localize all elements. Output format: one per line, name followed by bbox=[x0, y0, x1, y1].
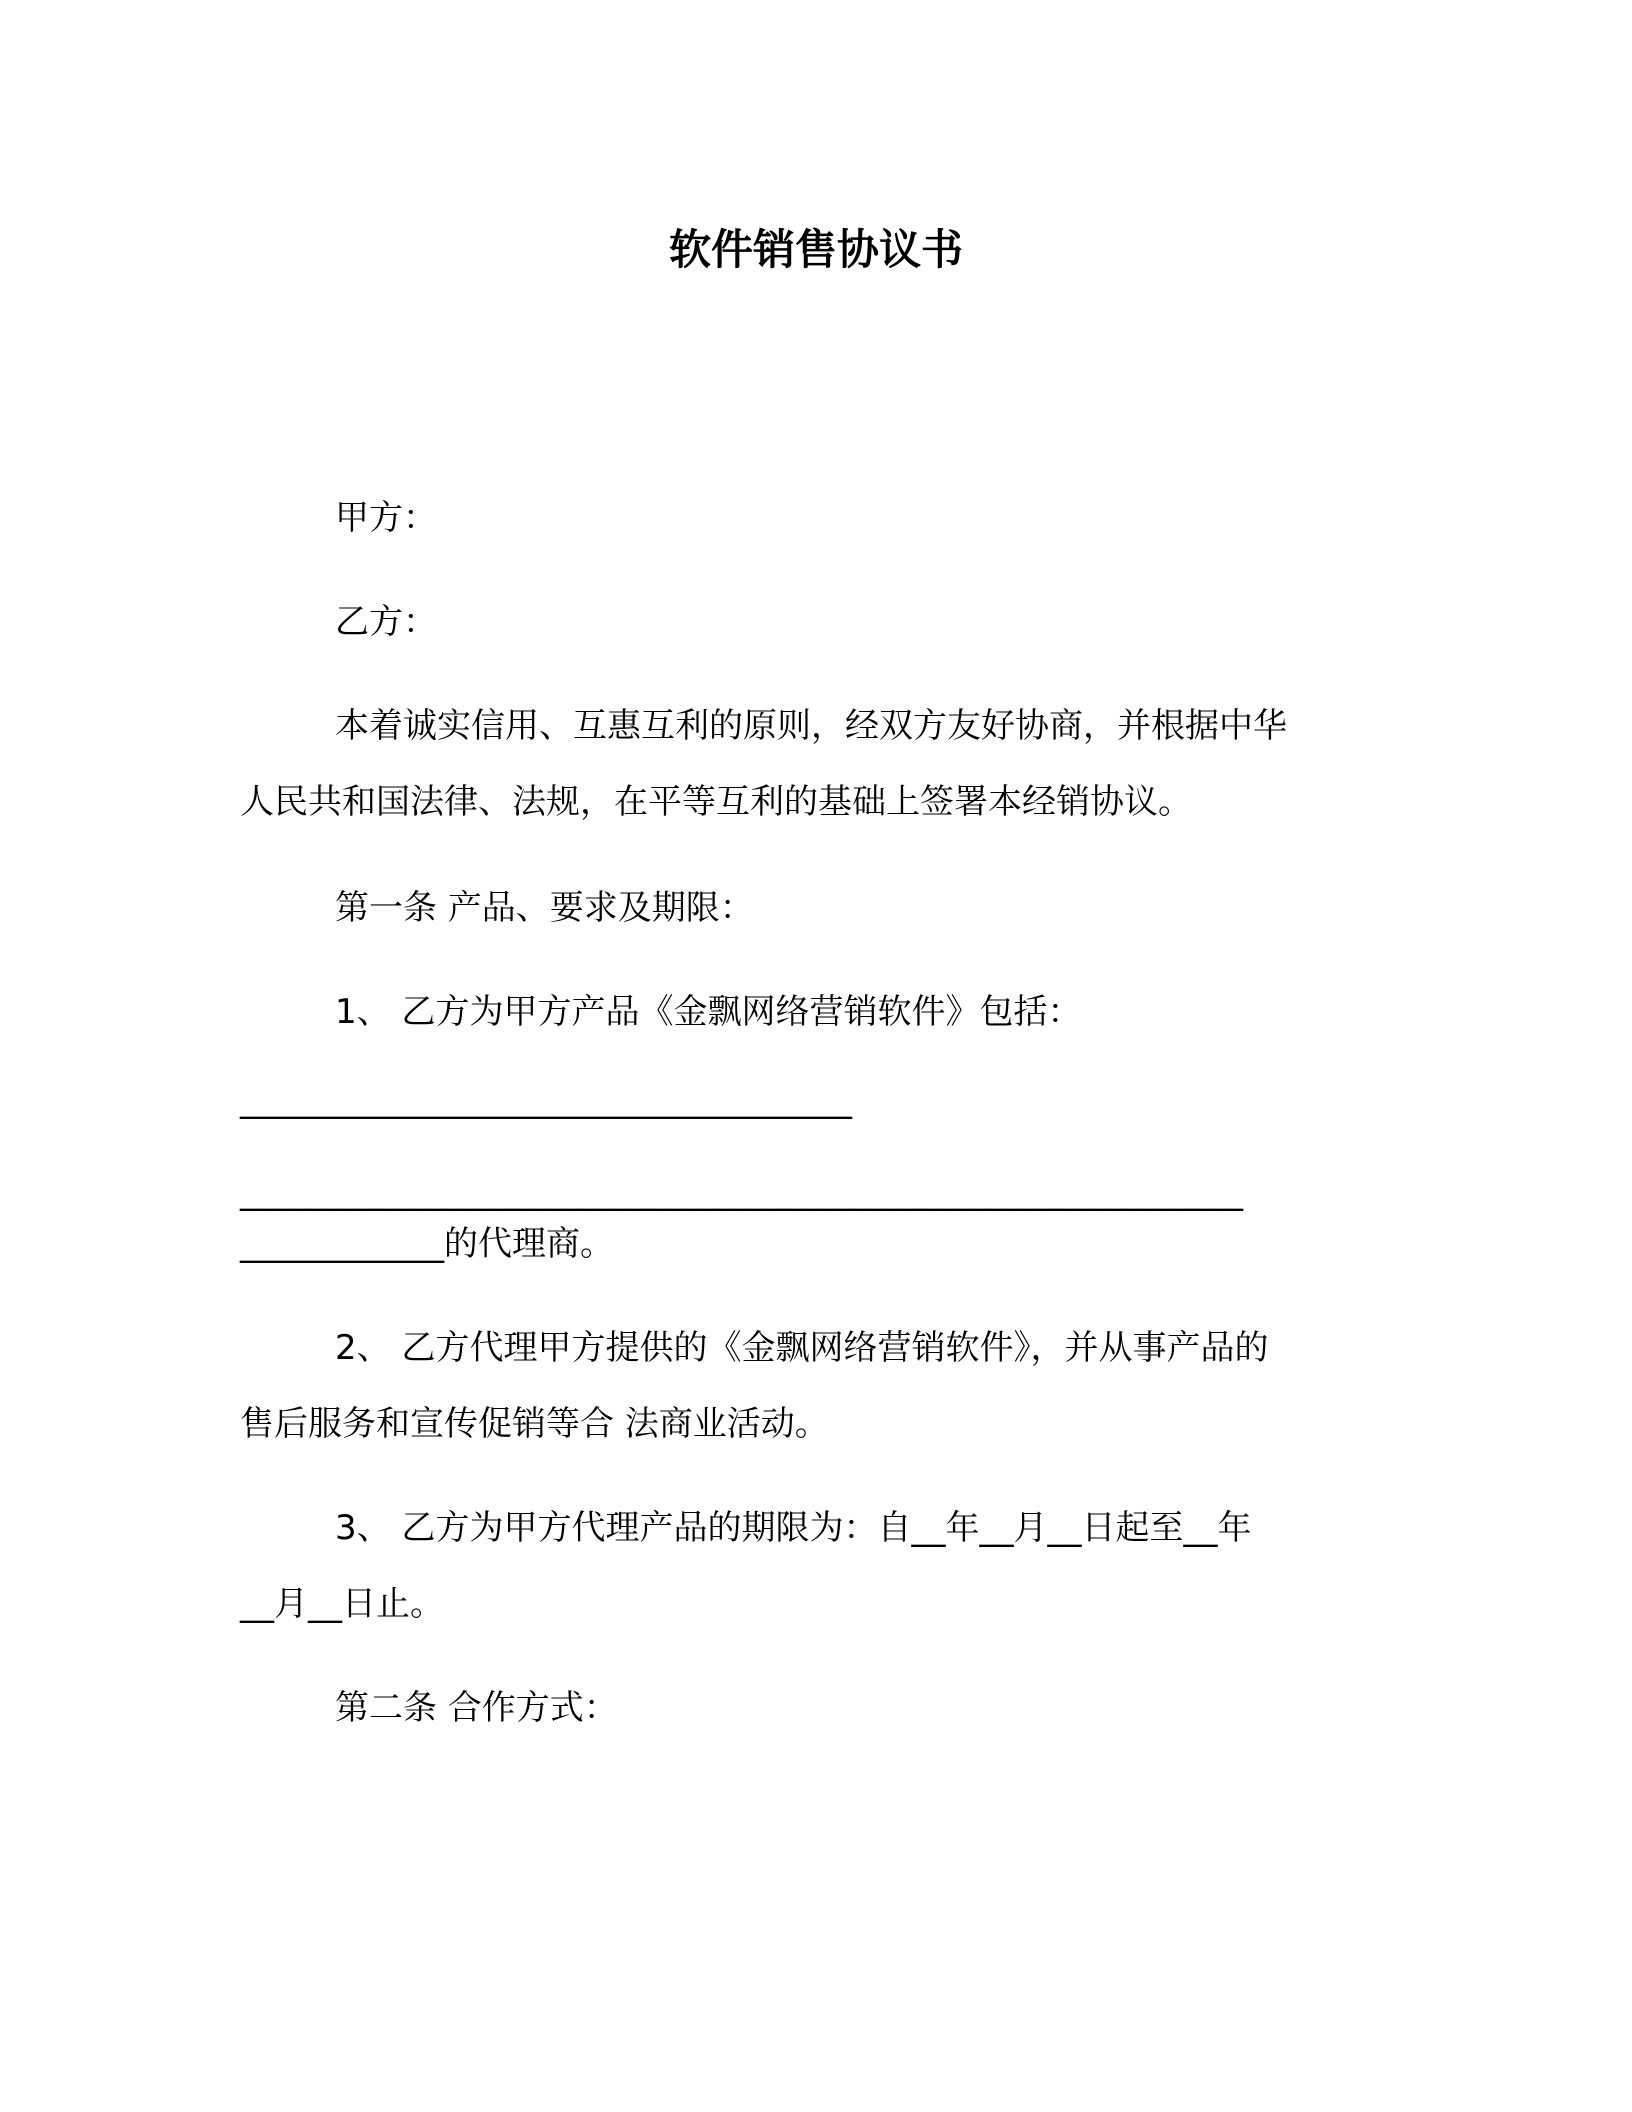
item-2-line-1: 2、 乙方代理甲方提供的《金飘网络营销软件》，并从事产品的 bbox=[335, 1328, 1269, 1368]
item-1-blank-line-1: ____________________________________ bbox=[240, 1080, 852, 1120]
item-1-line-4: ____________的代理商。 bbox=[240, 1224, 614, 1264]
article-1-heading: 第一条 产品、要求及期限： bbox=[335, 888, 754, 928]
preamble-line-1: 本着诚实信用、互惠互利的原则，经双方友好协商，并根据中华 bbox=[335, 706, 1287, 746]
preamble-line-2: 人民共和国法律、法规，在平等互利的基础上签署本经销协议。 bbox=[240, 782, 1192, 822]
item-1-blank-line-2: ___________________________________________________________ bbox=[240, 1172, 1243, 1212]
item-3-line-2: __月__日止。 bbox=[240, 1584, 444, 1624]
item-1-line-1: 1、 乙方为甲方产品《金飘网络营销软件》包括： bbox=[335, 992, 1082, 1032]
item-3-line-1: 3、 乙方为甲方代理产品的期限为：自__年__月__日起至__年 bbox=[335, 1508, 1252, 1548]
party-a-label: 甲方： bbox=[335, 498, 437, 538]
article-2-heading: 第二条 合作方式： bbox=[335, 1688, 618, 1728]
party-b-label: 乙方： bbox=[335, 602, 437, 642]
item-2-line-2: 售后服务和宣传促销等合 法商业活动。 bbox=[240, 1404, 829, 1444]
document-title: 软件销售协议书 bbox=[668, 225, 963, 274]
